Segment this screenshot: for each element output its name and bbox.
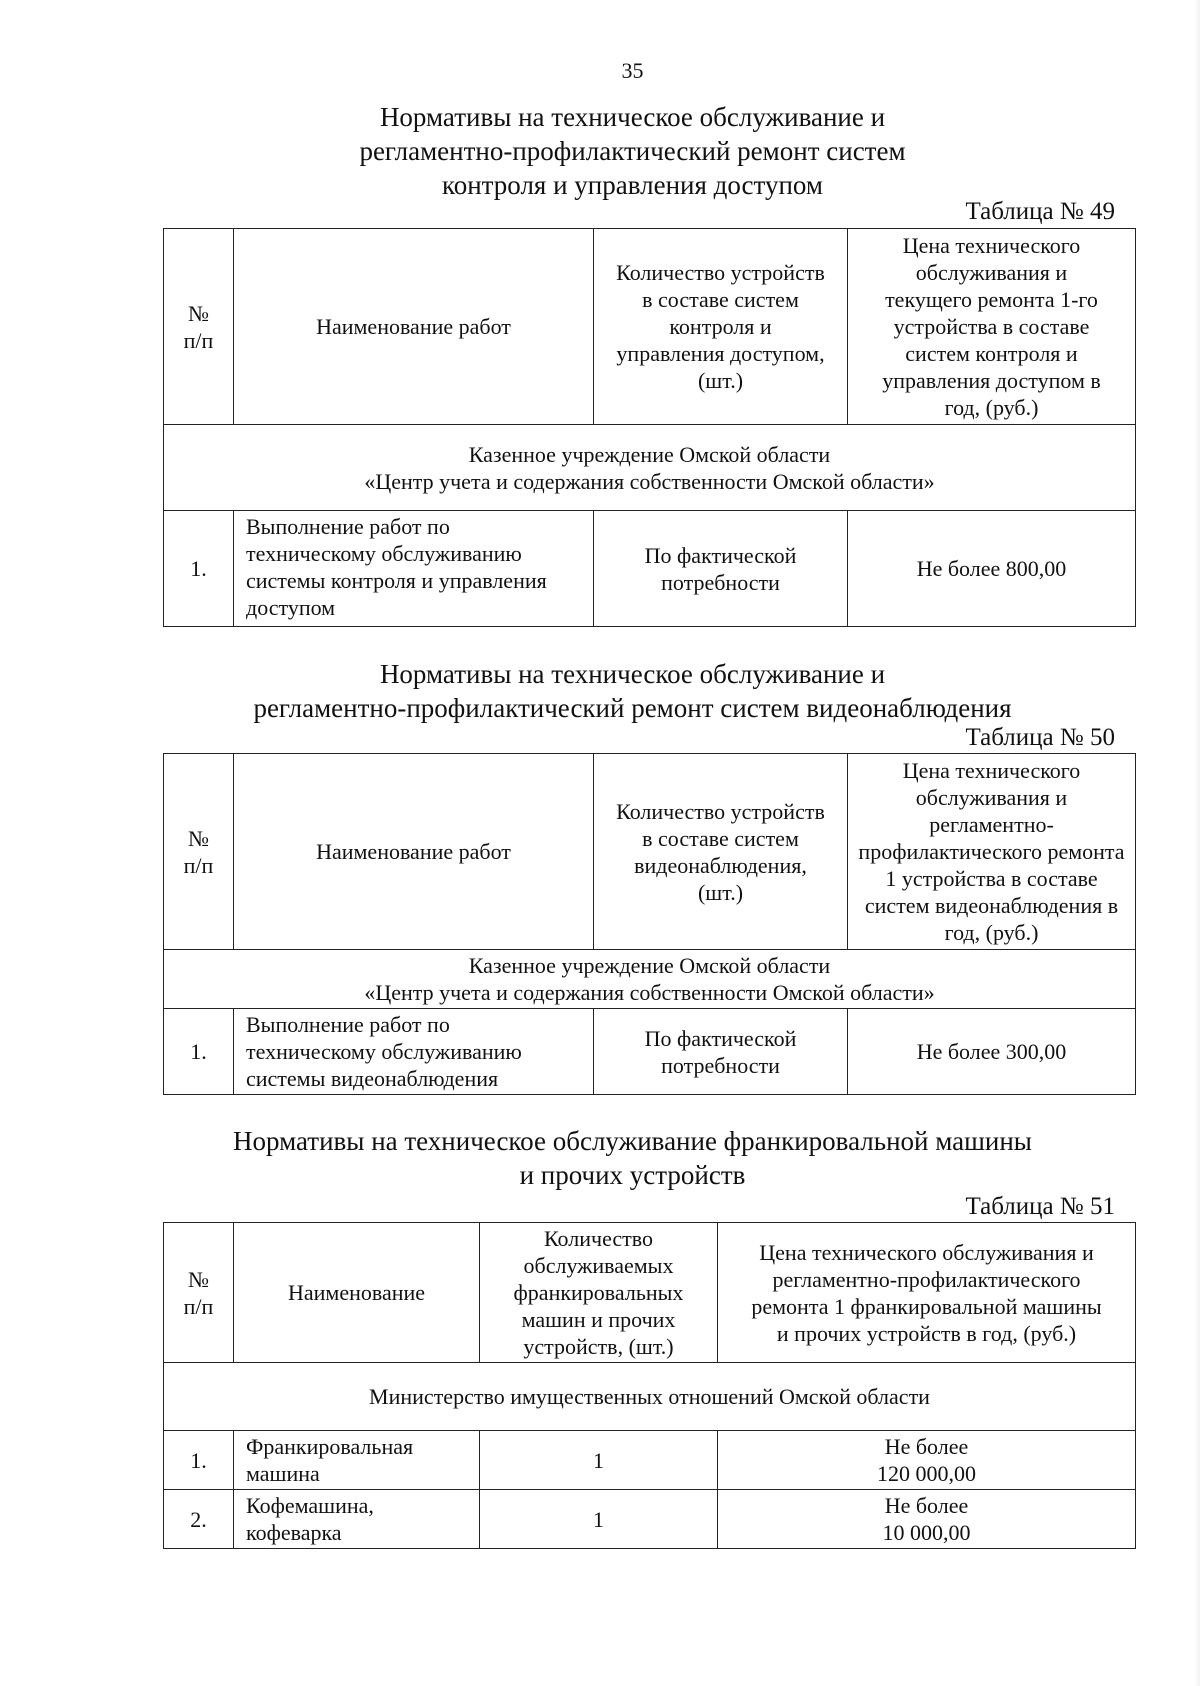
header-price: Цена технического обслуживания и регламентно- профилактического ремонта 1 устройства в составе систем видеонаблюдения в год, (руб.)	[848, 754, 1136, 950]
table-51-label: Таблица № 51	[965, 1193, 1115, 1220]
row-num: 1.	[164, 1431, 234, 1490]
table-row	[164, 1431, 1136, 1490]
table-header-row	[164, 754, 1136, 950]
table-49-label: Таблица № 49	[965, 198, 1115, 225]
row-num: 1.	[164, 511, 234, 627]
header-name: Наименование работ	[234, 754, 594, 950]
header-price: Цена технического обслуживания и текущего ремонта 1-го устройства в составе систем контроля и управления доступом в год, (руб.)	[848, 229, 1136, 425]
title-line: регламентно-профилактический ремонт систем	[359, 136, 906, 166]
org-cell: Казенное учреждение Омской области «Центр учета и содержания собственности Омской области»	[164, 950, 1136, 1009]
header-qty: Количество устройств в составе систем видеонаблюдения, (шт.)	[594, 754, 848, 950]
table-header-row	[164, 229, 1136, 425]
header-num: № п/п	[164, 229, 234, 425]
org-cell: Казенное учреждение Омской области «Центр учета и содержания собственности Омской области»	[164, 425, 1136, 511]
table-50	[163, 753, 1136, 1095]
section-2-title	[130, 657, 1135, 725]
row-price: Не более 120 000,00	[718, 1431, 1136, 1490]
row-qty: 1	[480, 1431, 718, 1490]
header-name: Наименование работ	[234, 229, 594, 425]
table-row	[164, 511, 1136, 627]
row-name: Выполнение работ по техническому обслуживанию системы видеонаблюдения	[234, 1009, 594, 1095]
title-line: Нормативы на техническое обслуживание и	[379, 659, 886, 689]
table-row	[164, 1009, 1136, 1095]
row-name: Кофемашина, кофеварка	[234, 1490, 480, 1549]
row-price: Не более 10 000,00	[718, 1490, 1136, 1549]
table-51	[163, 1222, 1136, 1549]
title-line: контроля и управления доступом	[441, 170, 824, 200]
org-cell: Министерство имущественных отношений Омской области	[164, 1363, 1136, 1431]
table-49	[163, 228, 1136, 627]
title-line: Нормативы на техническое обслуживание и	[379, 102, 886, 132]
row-price: Не более 800,00	[848, 511, 1136, 627]
header-name: Наименование	[234, 1223, 480, 1363]
header-qty: Количество устройств в составе систем контроля и управления доступом, (шт.)	[594, 229, 848, 425]
row-qty: По фактической потребности	[594, 1009, 848, 1095]
section-3-title	[160, 1124, 1105, 1192]
section-1-title	[200, 100, 1065, 202]
row-num: 1.	[164, 1009, 234, 1095]
org-row	[164, 1363, 1136, 1431]
title-line: и прочих устройств	[519, 1160, 746, 1190]
title-line: регламентно-профилактический ремонт систем видеонаблюдения	[253, 693, 1012, 723]
table-row	[164, 1490, 1136, 1549]
org-row	[164, 425, 1136, 511]
header-qty: Количество обслуживаемых франкировальных машин и прочих устройств, (шт.)	[480, 1223, 718, 1363]
header-num: № п/п	[164, 754, 234, 950]
title-line: Нормативы на техническое обслуживание франкировальной машины	[233, 1126, 1032, 1156]
row-name: Франкировальная машина	[234, 1431, 480, 1490]
row-name: Выполнение работ по техническому обслуживанию системы контроля и управления доступом	[234, 511, 594, 627]
table-50-label: Таблица № 50	[965, 724, 1115, 751]
page-number: 35	[621, 58, 644, 83]
scan-edge	[1194, 0, 1200, 1686]
row-qty: 1	[480, 1490, 718, 1549]
row-price: Не более 300,00	[848, 1009, 1136, 1095]
row-qty: По фактической потребности	[594, 511, 848, 627]
header-price: Цена технического обслуживания и регламентно-профилактического ремонта 1 франкировальной машины и прочих устройств в год, (руб.)	[718, 1223, 1136, 1363]
table-header-row	[164, 1223, 1136, 1363]
header-num: № п/п	[164, 1223, 234, 1363]
row-num: 2.	[164, 1490, 234, 1549]
org-row	[164, 950, 1136, 1009]
